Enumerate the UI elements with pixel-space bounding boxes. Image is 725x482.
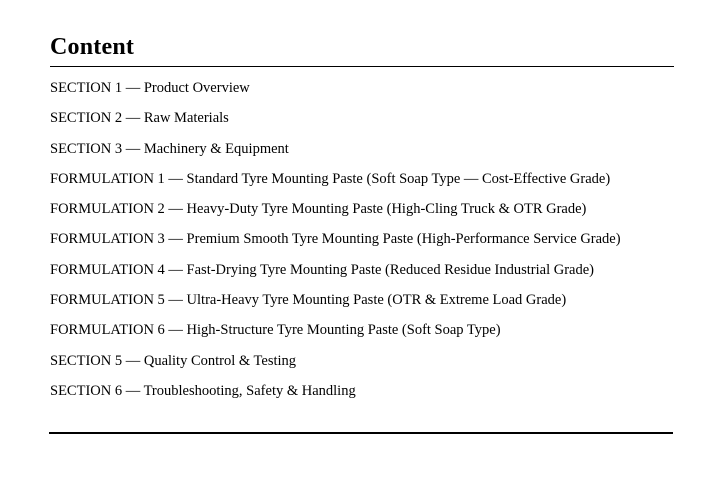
toc-item-section-1: SECTION 1 — Product Overview xyxy=(50,80,250,96)
table-of-contents xyxy=(50,73,674,406)
content-area xyxy=(50,0,674,406)
toc-item-section-6: SECTION 6 — Troubleshooting, Safety & Handling xyxy=(50,382,356,399)
toc-item-formulation-1: FORMULATION 1 — Standard Tyre Mounting Paste (Soft Soap Type — Cost-Effective Grade) xyxy=(50,170,611,187)
toc-item-section-5: SECTION 5 — Quality Control & Testing xyxy=(50,352,297,369)
toc-item-formulation-4: FORMULATION 4 — Fast-Drying Tyre Mounting Paste (Reduced Residue Industrial Grade) xyxy=(50,261,594,278)
toc-item-formulation-6: FORMULATION 6 — High-Structure Tyre Mounting Paste (Soft Soap Type) xyxy=(50,322,501,339)
footer-rule xyxy=(49,432,673,434)
page-title: Content xyxy=(50,33,674,67)
toc-item-formulation-5: FORMULATION 5 — Ultra-Heavy Tyre Mounting Paste (OTR & Extreme Load Grade) xyxy=(50,292,567,309)
toc-item-section-3: SECTION 3 — Machinery & Equipment xyxy=(50,140,289,157)
toc-item-formulation-3: FORMULATION 3 — Premium Smooth Tyre Mounting Paste (High-Performance Service Grade) xyxy=(50,231,621,248)
toc-item-section-2: SECTION 2 — Raw Materials xyxy=(50,110,229,127)
toc-item-formulation-2: FORMULATION 2 — Heavy-Duty Tyre Mounting Paste (High-Cling Truck & OTR Grade) xyxy=(50,201,587,218)
